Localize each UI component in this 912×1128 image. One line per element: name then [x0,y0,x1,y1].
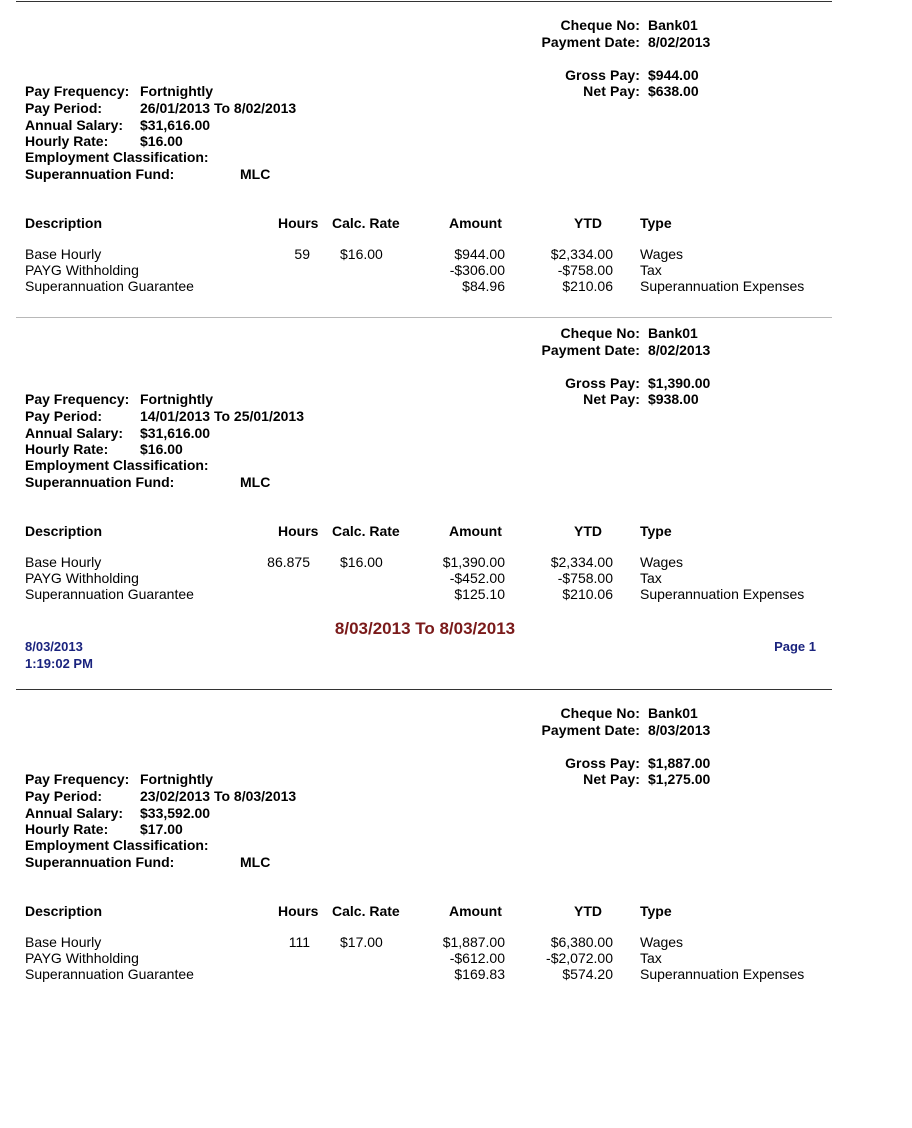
line-type: Tax [640,950,662,966]
annual-salary-label: Annual Salary: [25,805,124,821]
employment-classification-label: Employment Classification: [25,837,209,853]
report-date-range: 8/03/2013 To 8/03/2013 [334,619,516,638]
line-calc-rate: $16.00 [340,246,383,262]
line-description: Superannuation Guarantee [25,966,194,982]
col-header-description: Description [25,215,103,231]
pay-period-label: Pay Period: [25,788,103,804]
cheque-no-label: Cheque No: [560,705,640,721]
pay-period-label: Pay Period: [25,100,103,116]
line-ytd: -$2,072.00 [546,950,613,966]
payment-date-value: 8/03/2013 [648,722,711,738]
gross-pay-value: $1,390.00 [648,375,711,391]
cheque-no-value: Bank01 [648,325,698,341]
pay-period-label: Pay Period: [25,408,103,424]
col-header-description: Description [25,523,103,539]
line-hours: 86.875 [267,554,310,570]
col-header-ytd: YTD [574,903,602,919]
col-header-amount: Amount [449,903,502,919]
page-number: Page 1 [774,639,816,654]
col-header-description: Description [25,903,103,919]
net-pay-value: $938.00 [648,391,699,407]
line-ytd: $6,380.00 [550,934,613,950]
line-calc-rate: $16.00 [340,554,383,570]
line-amount: $1,390.00 [442,554,505,570]
line-amount: -$306.00 [449,262,505,278]
gross-pay-label: Gross Pay: [565,375,640,391]
pay-period-value: 14/01/2013 To 25/01/2013 [140,408,304,424]
hourly-rate-value: $16.00 [140,441,183,457]
line-amount: $1,887.00 [442,934,505,950]
line-description: Base Hourly [25,934,102,950]
line-amount: $169.83 [454,966,505,982]
line-type: Superannuation Expenses [640,586,805,602]
payment-date-label: Payment Date: [541,34,640,50]
payslip-3 [0,688,912,988]
net-pay-value: $1,275.00 [648,771,711,787]
line-description: Base Hourly [25,246,102,262]
col-header-type: Type [640,903,672,919]
pay-frequency-value: Fortnightly [140,83,214,99]
line-hours: 111 [288,934,310,950]
line-description: PAYG Withholding [25,262,139,278]
line-amount: -$612.00 [449,950,505,966]
line-ytd: $210.06 [562,278,613,294]
line-ytd: $210.06 [562,586,613,602]
pay-period-value: 23/02/2013 To 8/03/2013 [140,788,297,804]
line-ytd: $574.20 [562,966,613,982]
col-header-amount: Amount [449,215,502,231]
line-ytd: -$758.00 [557,262,613,278]
print-time: 1:19:02 PM [25,656,93,671]
net-pay-label: Net Pay: [583,391,640,407]
net-pay-label: Net Pay: [583,83,640,99]
payment-date-value: 8/02/2013 [648,34,711,50]
print-date: 8/03/2013 [25,639,83,654]
payslip-1 [0,0,912,300]
line-description: Superannuation Guarantee [25,586,194,602]
line-type: Wages [640,554,684,570]
line-description: Base Hourly [25,554,102,570]
col-header-calc-rate: Calc. Rate [332,903,400,919]
col-header-type: Type [640,215,672,231]
payslip-2 [0,308,912,608]
gross-pay-label: Gross Pay: [565,755,640,771]
cheque-no-value: Bank01 [648,705,698,721]
line-amount: -$452.00 [449,570,505,586]
line-amount: $125.10 [454,586,505,602]
annual-salary-label: Annual Salary: [25,425,124,441]
col-header-amount: Amount [449,523,502,539]
gross-pay-label: Gross Pay: [565,67,640,83]
line-type: Superannuation Expenses [640,966,805,982]
annual-salary-value: $31,616.00 [140,117,211,133]
superannuation-fund-label: Superannuation Fund: [25,474,175,490]
superannuation-fund-value: MLC [240,474,271,490]
pay-frequency-label: Pay Frequency: [25,83,130,99]
superannuation-fund-label: Superannuation Fund: [25,166,175,182]
hourly-rate-label: Hourly Rate: [25,441,109,457]
hourly-rate-value: $16.00 [140,133,183,149]
line-ytd: $2,334.00 [550,246,613,262]
payment-date-value: 8/02/2013 [648,342,711,358]
superannuation-fund-value: MLC [240,854,271,870]
col-header-ytd: YTD [574,215,602,231]
line-amount: $944.00 [454,246,505,262]
col-header-type: Type [640,523,672,539]
payment-date-label: Payment Date: [541,722,640,738]
line-ytd: $2,334.00 [550,554,613,570]
line-type: Superannuation Expenses [640,278,805,294]
net-pay-label: Net Pay: [583,771,640,787]
line-amount: $84.96 [462,278,505,294]
employment-classification-label: Employment Classification: [25,457,209,473]
pay-period-value: 26/01/2013 To 8/02/2013 [140,100,297,116]
line-type: Wages [640,934,684,950]
line-description: Superannuation Guarantee [25,278,194,294]
cheque-no-label: Cheque No: [560,17,640,33]
pay-frequency-label: Pay Frequency: [25,391,130,407]
line-type: Wages [640,246,684,262]
col-header-calc-rate: Calc. Rate [332,215,400,231]
payment-date-label: Payment Date: [541,342,640,358]
line-hours: 59 [294,246,310,262]
line-type: Tax [640,570,662,586]
annual-salary-value: $31,616.00 [140,425,211,441]
cheque-no-label: Cheque No: [560,325,640,341]
gross-pay-value: $944.00 [648,67,699,83]
col-header-ytd: YTD [574,523,602,539]
employment-classification-label: Employment Classification: [25,149,209,165]
line-description: PAYG Withholding [25,570,139,586]
line-description: PAYG Withholding [25,950,139,966]
line-calc-rate: $17.00 [340,934,383,950]
superannuation-fund-label: Superannuation Fund: [25,854,175,870]
pay-frequency-value: Fortnightly [140,391,214,407]
hourly-rate-label: Hourly Rate: [25,821,109,837]
gross-pay-value: $1,887.00 [648,755,711,771]
annual-salary-label: Annual Salary: [25,117,124,133]
hourly-rate-value: $17.00 [140,821,183,837]
pay-frequency-value: Fortnightly [140,771,214,787]
pay-frequency-label: Pay Frequency: [25,771,130,787]
col-header-hours: Hours [278,523,319,539]
col-header-calc-rate: Calc. Rate [332,523,400,539]
line-ytd: -$758.00 [557,570,613,586]
hourly-rate-label: Hourly Rate: [25,133,109,149]
col-header-hours: Hours [278,215,319,231]
superannuation-fund-value: MLC [240,166,271,182]
annual-salary-value: $33,592.00 [140,805,211,821]
net-pay-value: $638.00 [648,83,699,99]
line-type: Tax [640,262,662,278]
cheque-no-value: Bank01 [648,17,698,33]
col-header-hours: Hours [278,903,319,919]
